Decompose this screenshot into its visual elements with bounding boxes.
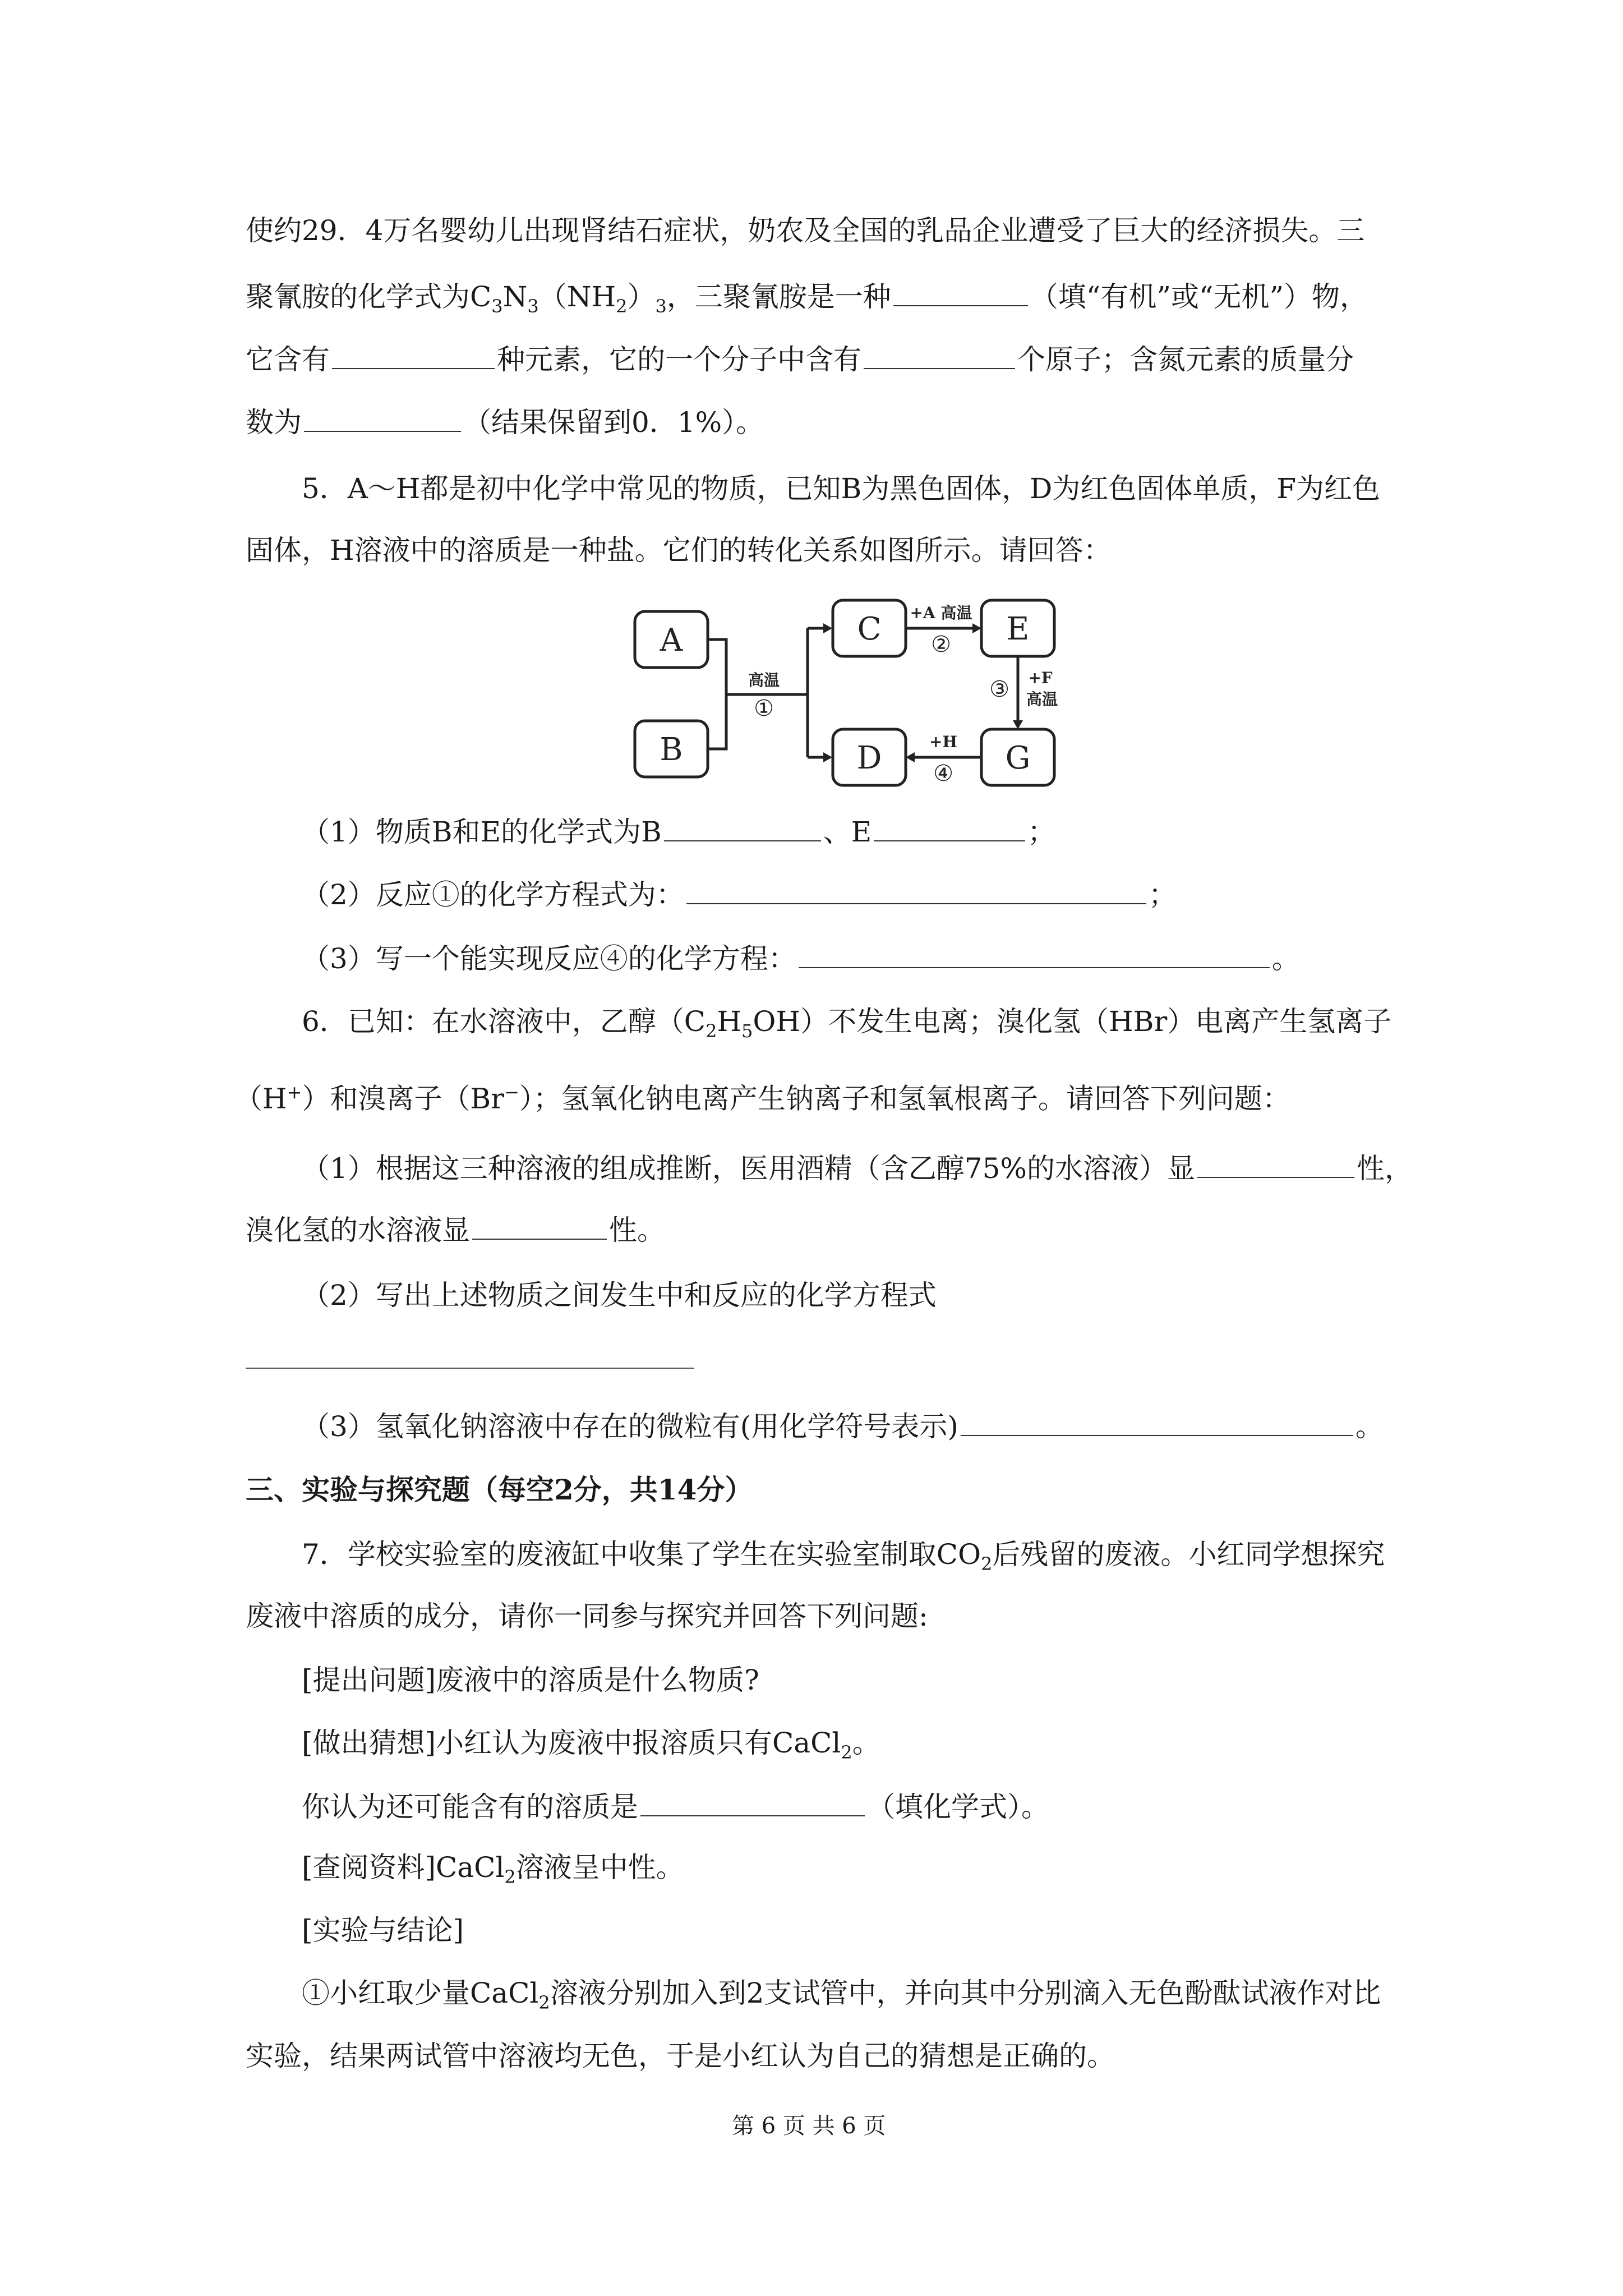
- q6-line-1: 6．已知：在水溶液中，乙醇$(C_2H_5OH)$不发生电离；溴化氢（HBr）电离产生氢离子: [302, 1005, 1392, 1042]
- answer-blank-reaction-4[interactable]: [799, 940, 1270, 968]
- cond-1: 高温: [748, 671, 780, 689]
- label-g: G: [1005, 740, 1031, 776]
- q6-sub-1-cont: 溴化氢的水溶液显 性。: [246, 1212, 665, 1248]
- q7-ask: [提出问题]废液中的溶质是什么物质?: [302, 1664, 759, 1696]
- cond-2: +A 高温: [910, 604, 972, 622]
- q7-line-1: 7．学校实验室的废液缸中收集了学生在实验室制取$CO_2$后残留的废液。小红同学想探究: [302, 1538, 1385, 1575]
- num-3: ③: [989, 677, 1009, 702]
- q7-other-solute: 你认为还可能含有的溶质是 （填化学式）。: [302, 1788, 1049, 1824]
- section-3-heading: 三、实验与探究题（每空2分，共14分）: [246, 1473, 753, 1506]
- answer-blank-e[interactable]: [874, 813, 1025, 841]
- q4-line-2: 聚氰胺的化学式为$C_3N_3(NH_2)_3$，三聚氰胺是一种 （填“有机”或“无机”）物，: [246, 278, 1368, 324]
- q6-sub-3: （3）氢氧化钠溶液中存在的微粒有(用化学符号表示) 。: [302, 1408, 1384, 1444]
- answer-rule-neutralization[interactable]: [246, 1368, 694, 1369]
- label-e: E: [1006, 611, 1030, 647]
- answer-blank-nitrogen[interactable]: [304, 404, 461, 432]
- label-b: B: [660, 731, 683, 768]
- answer-blank-solute[interactable]: [640, 1788, 865, 1816]
- q6-sub-2: （2）写出上述物质之间发生中和反应的化学方程式: [302, 1279, 937, 1312]
- num-2: ②: [931, 632, 951, 657]
- answer-blank-elements[interactable]: [332, 341, 495, 369]
- q5-line-1: 5．A～H都是初中化学中常见的物质，已知B为黑色固体，D为红色固体单质，F为红色: [302, 472, 1381, 505]
- label-c: C: [857, 611, 882, 647]
- page-footer: 第 6 页 共 6 页: [732, 2113, 886, 2139]
- answer-blank-b[interactable]: [664, 813, 821, 841]
- cond-3a: +F: [1028, 669, 1053, 687]
- answer-blank-organic[interactable]: [893, 278, 1028, 306]
- q5-sub-2: （2）反应①的化学方程式为： ；: [302, 876, 1177, 912]
- num-1: ①: [754, 696, 774, 721]
- cond-4: +H: [929, 733, 957, 751]
- label-d: D: [856, 740, 882, 776]
- q4-line-1: 使约29．4万名婴幼儿出现肾结石症状，奶农及全国的乳品企业遭受了巨大的经济损失。三: [246, 214, 1365, 247]
- answer-blank-hbr[interactable]: [472, 1212, 607, 1240]
- answer-blank-alcohol[interactable]: [1197, 1150, 1354, 1178]
- q6-line-2: （H+）和溴离子（Br−）；氢氧化钠电离产生钠离子和氢氧根离子。请回答下列问题：: [234, 1082, 1290, 1115]
- answer-blank-atoms[interactable]: [864, 341, 1015, 369]
- q7-exp-2: 实验，结果两试管中溶液均无色，于是小红认为自己的猜想是正确的。: [246, 2040, 1115, 2072]
- q7-line-2: 废液中溶质的成分，请你一同参与探究并回答下列问题:: [246, 1600, 928, 1632]
- q5-line-2: 固体，H溶液中的溶质是一种盐。它们的转化关系如图所示。请回答：: [246, 534, 1112, 567]
- q5-sub-1: （1）物质B和E的化学式为B 、E ；: [302, 813, 1055, 849]
- q7-exp-1: ①小红取少量CaCl$_2$溶液分别加入到2支试管中，并向其中分别滴入无色酚酞试液作对比: [302, 1977, 1381, 2013]
- q4-line-3: 它含有 种元素，它的一个分子中含有 个原子；含氮元素的质量分: [246, 341, 1354, 377]
- cond-3b: 高温: [1026, 690, 1058, 708]
- answer-blank-reaction-1[interactable]: [686, 876, 1146, 904]
- reaction-diagram: [623, 589, 1082, 791]
- q7-exp-heading: [实验与结论]: [302, 1914, 464, 1947]
- q7-guess: [做出猜想]小红认为废液中报溶质只有CaCl$_2$。: [302, 1727, 880, 1763]
- num-4: ④: [933, 761, 953, 786]
- q6-sub-1: （1）根据这三种溶液的组成推断，医用酒精（含乙醇75%的水溶液）显 性，: [302, 1150, 1413, 1186]
- label-a: A: [660, 622, 683, 659]
- q7-info: [查阅资料]CaCl$_2$溶液呈中性。: [302, 1851, 684, 1888]
- answer-blank-particles[interactable]: [961, 1408, 1353, 1436]
- q4-line-4: 数为 （结果保留到0．1%）。: [246, 404, 764, 440]
- q5-sub-3: （3）写一个能实现反应④的化学方程： 。: [302, 940, 1300, 976]
- connector-ab: [708, 639, 726, 749]
